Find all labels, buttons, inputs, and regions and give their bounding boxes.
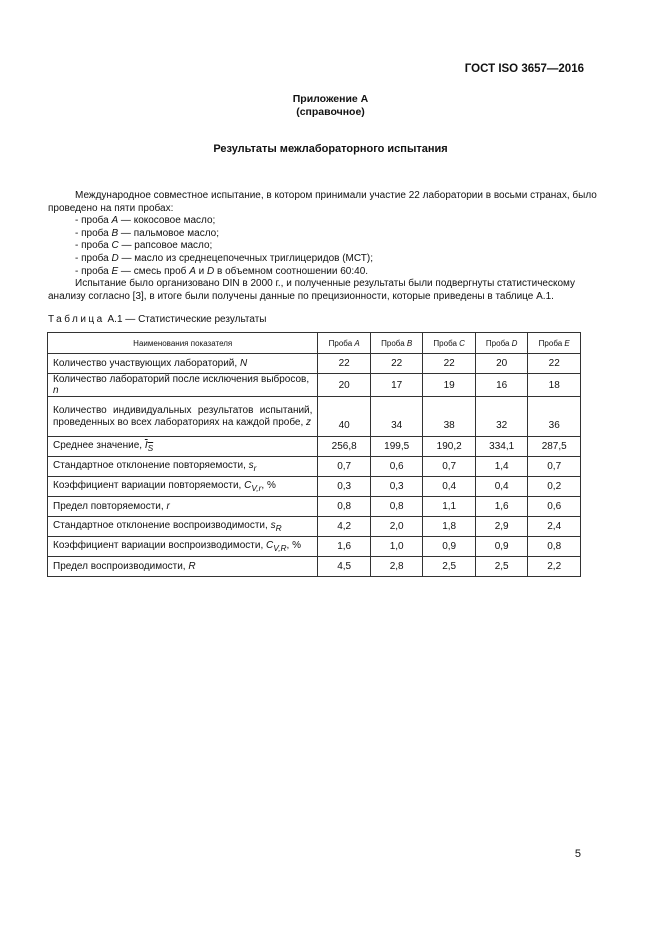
value-cell: 17 <box>370 374 423 397</box>
label-text: Стандартное отклонение повторяемости, <box>53 460 249 471</box>
value-cell: 16 <box>475 374 528 397</box>
table-row <box>48 374 581 397</box>
sample-description: — масло из среднецепочечных триглицеридов (МСТ); <box>118 252 373 264</box>
value-cell: 2,4 <box>528 517 581 537</box>
row-label <box>48 557 318 577</box>
row-label <box>48 374 318 397</box>
label-text: Количество участвующих лабораторий, <box>53 358 240 369</box>
value-cell: 20 <box>475 354 528 374</box>
label-text: Предел повторяемости, <box>53 501 167 512</box>
value-cell: 1,1 <box>423 497 476 517</box>
symbol: z <box>306 416 312 428</box>
value-cell: 190,2 <box>423 437 476 457</box>
value-cell: 0,3 <box>370 477 423 497</box>
value-cell: 0,8 <box>528 537 581 557</box>
table-caption <box>48 314 267 325</box>
value-cell: 34 <box>370 397 423 437</box>
sample-list-item <box>48 253 614 266</box>
value-cell: 1,8 <box>423 517 476 537</box>
value-cell: 2,0 <box>370 517 423 537</box>
subscript: V,r <box>251 483 262 493</box>
sample-conjunction: и <box>195 265 208 277</box>
sample-letter: D <box>207 265 215 277</box>
document-code: ГОСТ ISO 3657—2016 <box>464 63 584 75</box>
header-cell-name: Наименования показателя <box>48 333 318 354</box>
value-cell: 0,4 <box>423 477 476 497</box>
subscript: V,R <box>273 543 287 553</box>
results-table <box>47 332 581 577</box>
closing-paragraph: Испытание было организовано DIN в 2000 г., и полученные результаты были подвергнуты статистическому анализу согласно [3], в итоге были получены данные по прецизионности, которые приведены в таблице А.1. <box>48 278 575 302</box>
header-cell-sample <box>423 333 476 354</box>
value-cell: 22 <box>318 354 371 374</box>
header-cell-sample <box>475 333 528 354</box>
symbol: n <box>53 385 59 396</box>
value-cell: 22 <box>528 354 581 374</box>
table-row <box>48 497 581 517</box>
value-cell: 0,8 <box>370 497 423 517</box>
header-letter: E <box>564 338 570 348</box>
annex-title: Приложение А <box>292 93 369 105</box>
value-cell: 2,2 <box>528 557 581 577</box>
table-caption-text: А.1 — Статистические результаты <box>104 314 267 325</box>
value-cell: 1,4 <box>475 457 528 477</box>
label-tail: , % <box>286 540 301 551</box>
value-cell: 38 <box>423 397 476 437</box>
value-cell: 4,2 <box>318 517 371 537</box>
intro-paragraph: Международное совместное испытание, в котором принимали участие 22 лаборатории в восьми странах, было проведено на пяти пробах: <box>48 190 597 214</box>
sample-description: — рапсовое масло; <box>118 240 213 252</box>
value-cell: 36 <box>528 397 581 437</box>
sample-prefix: - проба <box>75 265 112 277</box>
table-row <box>48 457 581 477</box>
table-caption-prefix: Таблица <box>48 314 105 325</box>
sample-letter: D <box>111 252 119 264</box>
label-text: Количество лабораторий после исключения выбросов, <box>53 374 310 385</box>
value-cell: 256,8 <box>318 437 371 457</box>
sample-description: в объемном соотношении 60:40. <box>214 265 369 277</box>
value-cell: 2,9 <box>475 517 528 537</box>
sample-description: — пальмовое масло; <box>118 227 219 239</box>
label-text: Среднее значение, <box>53 440 145 451</box>
intro-text <box>48 190 614 303</box>
row-label <box>48 437 318 457</box>
value-cell: 0,7 <box>318 457 371 477</box>
label-text: проведенных во всех лабораториях на каждой пробе, <box>53 416 307 428</box>
value-cell: 1,6 <box>318 537 371 557</box>
sample-letter: E <box>111 265 119 277</box>
sample-letter: B <box>111 227 119 239</box>
value-cell: 0,4 <box>475 477 528 497</box>
value-cell: 1,0 <box>370 537 423 557</box>
value-cell: 0,2 <box>528 477 581 497</box>
label-tail: , % <box>261 480 276 491</box>
table-row <box>48 537 581 557</box>
table-row <box>48 437 581 457</box>
value-cell: 0,9 <box>475 537 528 557</box>
label-text: Коэффициент вариации воспроизводимости, <box>53 540 267 551</box>
row-label <box>48 517 318 537</box>
value-cell: 40 <box>318 397 371 437</box>
symbol: I <box>144 440 148 451</box>
table-row <box>48 477 581 497</box>
table-row <box>48 354 581 374</box>
sample-prefix: - проба <box>75 227 112 239</box>
subscript: r <box>253 463 257 473</box>
label-text: Предел воспроизводимости, <box>53 561 189 572</box>
value-cell: 334,1 <box>475 437 528 457</box>
label-line <box>53 417 312 429</box>
row-label <box>48 457 318 477</box>
header-prefix: Проба <box>381 338 407 348</box>
value-cell: 2,5 <box>423 557 476 577</box>
value-cell: 22 <box>370 354 423 374</box>
subscript: S <box>147 443 154 453</box>
value-cell: 18 <box>528 374 581 397</box>
symbol: R <box>188 561 196 572</box>
symbol: s <box>248 460 254 471</box>
value-cell: 1,6 <box>475 497 528 517</box>
mean-symbol <box>145 440 153 451</box>
label-line: Количество индивидуальных результатов испытаний, <box>53 404 313 416</box>
sample-description: — смесь проб <box>118 265 190 277</box>
header-letter: D <box>511 338 518 348</box>
value-cell: 0,6 <box>528 497 581 517</box>
symbol: r <box>166 501 170 512</box>
row-label <box>48 354 318 374</box>
value-cell: 0,7 <box>528 457 581 477</box>
row-label <box>48 397 318 437</box>
sample-prefix: - проба <box>75 240 112 252</box>
symbol: C <box>266 540 274 551</box>
label-text: Стандартное отклонение воспроизводимости, <box>53 520 271 531</box>
sample-letter: A <box>189 265 196 277</box>
header-cell-sample <box>318 333 371 354</box>
value-cell: 22 <box>423 354 476 374</box>
value-cell: 2,5 <box>475 557 528 577</box>
sample-list-item <box>48 240 614 253</box>
symbol: C <box>244 480 252 491</box>
table-row <box>48 517 581 537</box>
value-cell: 287,5 <box>528 437 581 457</box>
sample-prefix: - проба <box>75 252 112 264</box>
sample-list-item <box>48 215 614 228</box>
label-text: Коэффициент вариации повторяемости, <box>53 480 245 491</box>
header-cell-sample <box>528 333 581 354</box>
value-cell: 2,8 <box>370 557 423 577</box>
page-number: 5 <box>574 848 581 860</box>
header-cell-sample <box>370 333 423 354</box>
value-cell: 0,6 <box>370 457 423 477</box>
header-prefix: Проба <box>433 338 460 348</box>
row-label <box>48 497 318 517</box>
table-row <box>48 557 581 577</box>
value-cell: 4,5 <box>318 557 371 577</box>
header-letter: A <box>354 338 360 348</box>
value-cell: 32 <box>475 397 528 437</box>
sample-description: — кокосовое масло; <box>118 215 216 227</box>
symbol: N <box>239 358 248 369</box>
header-letter: C <box>459 338 465 348</box>
sample-list-item <box>48 228 614 241</box>
sample-prefix: - проба <box>75 215 112 227</box>
value-cell: 19 <box>423 374 476 397</box>
value-cell: 0,9 <box>423 537 476 557</box>
header-prefix: Проба <box>485 338 512 348</box>
row-label <box>48 477 318 497</box>
header-letter: B <box>406 338 413 348</box>
sample-letter: C <box>111 240 119 252</box>
value-cell: 0,7 <box>423 457 476 477</box>
header-prefix: Проба <box>538 338 565 348</box>
sample-list-item <box>48 266 614 279</box>
value-cell: 0,8 <box>318 497 371 517</box>
annex-subtitle: (справочное) <box>296 106 365 118</box>
row-label <box>48 537 318 557</box>
section-heading: Результаты межлабораторного испытания <box>213 143 448 155</box>
symbol: s <box>270 520 276 531</box>
sample-letter: A <box>111 215 119 227</box>
annex-heading <box>0 93 661 119</box>
subscript: R <box>275 523 282 533</box>
table-header-row <box>48 333 581 354</box>
value-cell: 20 <box>318 374 371 397</box>
table-row <box>48 397 581 437</box>
value-cell: 0,3 <box>318 477 371 497</box>
value-cell: 199,5 <box>370 437 423 457</box>
header-prefix: Проба <box>328 338 355 348</box>
